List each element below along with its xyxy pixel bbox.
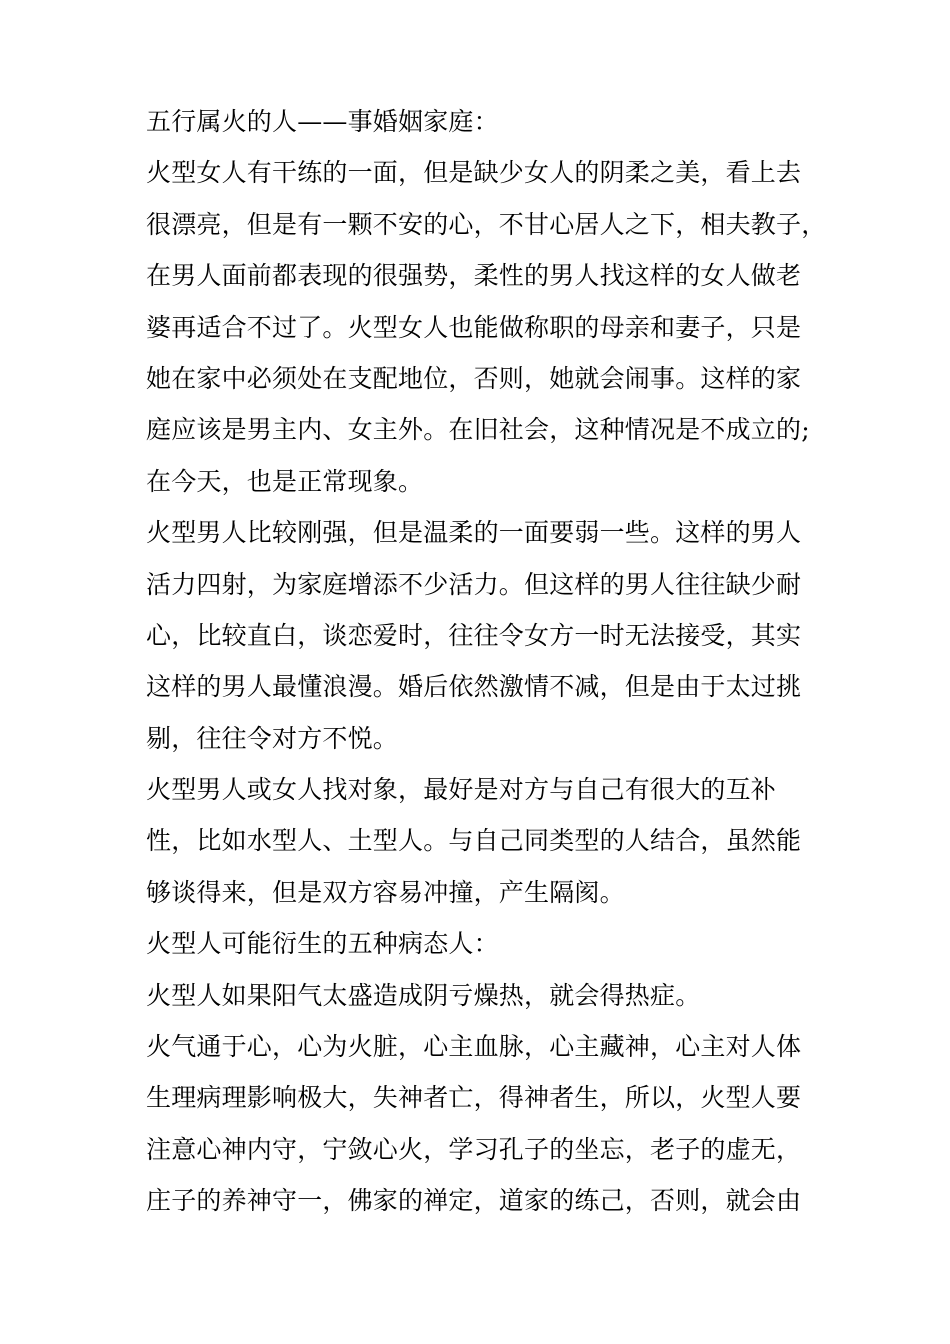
text-line: 够谈得来，但是双方容易冲撞，产生隔阂。 (146, 877, 625, 907)
text-line: 很漂亮，但是有一颗不安的心，不甘心居人之下，相夫教子， (146, 209, 827, 239)
text-line: 火气通于心，心为火脏，心主血脉，心主藏神，心主对人体 (146, 1032, 802, 1062)
text-line: 注意心神内守，宁敛心火，学习孔子的坐忘，老子的虚无， (146, 1134, 802, 1164)
text-line: 活力四射，为家庭增添不少活力。但这样的男人往往缺少耐 (146, 569, 802, 599)
text-line: 五行属火的人——事婚姻家庭： (146, 107, 499, 136)
text-line: 她在家中必须处在支配地位，否则，她就会闹事。这样的家 (146, 363, 802, 393)
text-line: 火型女人有干练的一面，但是缺少女人的阴柔之美，看上去 (146, 158, 802, 188)
text-line: 这样的男人最懂浪漫。婚后依然激情不减，但是由于太过挑 (146, 672, 802, 702)
text-line: 性，比如水型人、土型人。与自己同类型的人结合，虽然能 (146, 826, 802, 856)
text-line: 庭应该是男主内、女主外。在旧社会，这种情况是不成立的; (146, 415, 810, 445)
text-line: 火型男人比较刚强，但是温柔的一面要弱一些。这样的男人 (146, 518, 802, 548)
text-line: 婆再适合不过了。火型女人也能做称职的母亲和妻子，只是 (146, 312, 802, 342)
text-line: 在今天，也是正常现象。 (146, 466, 424, 496)
text-line: 生理病理影响极大，失神者亡，得神者生，所以，火型人要 (146, 1083, 802, 1113)
text-line: 剔，往往令对方不悦。 (146, 723, 399, 753)
body-text (146, 96, 827, 1227)
text-line: 火型男人或女人找对象，最好是对方与自己有很大的互补 (146, 775, 777, 805)
text-line: 在男人面前都表现的很强势，柔性的男人找这样的女人做老 (146, 261, 802, 291)
text-line: 庄子的养神守一，佛家的禅定，道家的练己，否则，就会由 (146, 1186, 802, 1216)
text-line: 火型人可能衍生的五种病态人： (146, 929, 499, 959)
text-line: 心，比较直白，谈恋爱时，往往令女方一时无法接受，其实 (146, 620, 802, 650)
text-line: 火型人如果阳气太盛造成阴亏燥热，就会得热症。 (146, 980, 701, 1010)
